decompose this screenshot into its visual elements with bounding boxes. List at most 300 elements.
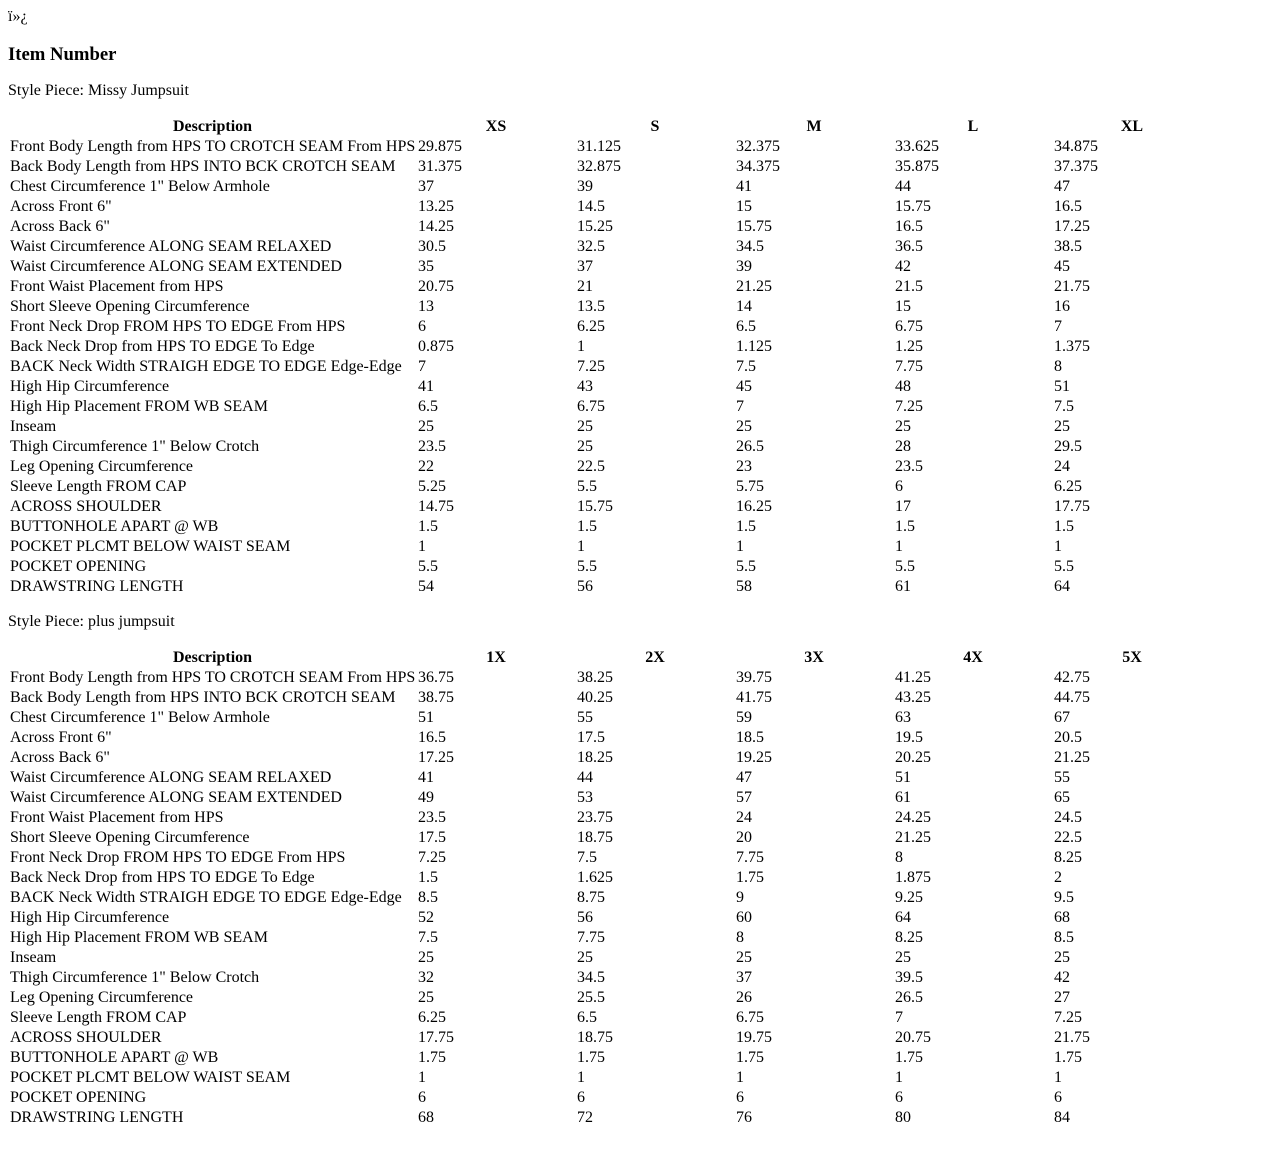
table-row [9, 888, 1211, 907]
measurement-description: Inseam [10, 417, 57, 435]
measurement-value: 1.75 [736, 868, 764, 886]
measurement-description: BUTTONHOLE APART @ WB [10, 517, 219, 535]
measurement-value: 17.75 [418, 1028, 454, 1046]
measurement-value: 24 [736, 808, 752, 826]
measurement-value: 26 [736, 988, 752, 1006]
measurement-value: 1.75 [895, 1048, 923, 1066]
measurement-value: 1 [577, 537, 585, 555]
measurement-value: 25 [895, 948, 911, 966]
table-row [9, 357, 1211, 376]
measurement-value: 28 [895, 437, 911, 455]
measurement-value: 1.5 [418, 868, 438, 886]
measurement-value: 20.25 [895, 748, 931, 766]
table-row [9, 197, 1211, 216]
measurement-value: 84 [1054, 1108, 1070, 1126]
measurement-value: 6.75 [736, 1008, 764, 1026]
table-row [9, 577, 1211, 596]
measurement-value: 42.75 [1054, 668, 1090, 686]
measurement-value: 60 [736, 908, 752, 926]
style-piece-title: Style Piece: Missy Jumpsuit [8, 82, 189, 99]
table-row [9, 417, 1211, 436]
measurement-value: 64 [1054, 577, 1070, 595]
measurement-value: 32.375 [736, 137, 780, 155]
measurement-value: 33.625 [895, 137, 939, 155]
measurement-value: 7 [736, 397, 744, 415]
measurement-value: 8 [736, 928, 744, 946]
page-title: Item Number [8, 44, 117, 65]
measurement-value: 8.5 [418, 888, 438, 906]
table-row [9, 337, 1211, 356]
measurement-value: 25 [736, 417, 752, 435]
measurement-value: 15.75 [895, 197, 931, 215]
measurement-value: 44 [895, 177, 911, 195]
column-header-size: XS [485, 117, 507, 135]
table-row [9, 477, 1211, 496]
measurement-description: Thigh Circumference 1" Below Crotch [10, 968, 260, 986]
measurement-value: 26.5 [895, 988, 923, 1006]
measurement-value: 21 [577, 277, 593, 295]
measurement-value: 24 [1054, 457, 1070, 475]
measurement-value: 7.25 [1054, 1008, 1082, 1026]
measurement-value: 22.5 [577, 457, 605, 475]
measurement-value: 6 [895, 477, 903, 495]
measurement-value: 1.75 [418, 1048, 446, 1066]
measurement-value: 6.75 [577, 397, 605, 415]
measurement-value: 56 [577, 908, 593, 926]
table-row [9, 948, 1211, 967]
measurement-description: Front Body Length from HPS TO CROTCH SEAM From HPS [10, 137, 416, 155]
measurement-value: 9.25 [895, 888, 923, 906]
measurement-value: 25 [1054, 417, 1070, 435]
table-header-row [9, 648, 1211, 667]
measurement-value: 40.25 [577, 688, 613, 706]
measurement-value: 25 [1054, 948, 1070, 966]
measurement-description: Leg Opening Circumference [10, 457, 194, 475]
measurement-value: 31.375 [418, 157, 462, 175]
measurement-value: 1 [1054, 1068, 1062, 1086]
measurement-value: 58 [736, 577, 752, 595]
measurement-value: 25 [418, 948, 434, 966]
measurement-description: Short Sleeve Opening Circumference [10, 297, 250, 315]
measurement-value: 18.25 [577, 748, 613, 766]
measurement-value: 17.5 [577, 728, 605, 746]
measurement-value: 6.25 [577, 317, 605, 335]
measurement-value: 54 [418, 577, 434, 595]
measurement-value: 19.25 [736, 748, 772, 766]
measurement-value: 45 [736, 377, 752, 395]
measurement-value: 17.25 [1054, 217, 1090, 235]
measurement-description: Front Neck Drop FROM HPS TO EDGE From HPS [10, 848, 346, 866]
measurement-value: 1.75 [736, 1048, 764, 1066]
measurement-value: 55 [577, 708, 593, 726]
measurement-value: 6 [736, 1088, 744, 1106]
measurement-description: Front Body Length from HPS TO CROTCH SEAM From HPS [10, 668, 416, 686]
measurement-value: 16 [1054, 297, 1070, 315]
measurement-value: 8.25 [895, 928, 923, 946]
measurement-description: POCKET PLCMT BELOW WAIST SEAM [10, 1068, 291, 1086]
measurement-value: 1 [418, 1068, 426, 1086]
measurement-value: 23.5 [418, 808, 446, 826]
measurement-value: 51 [1054, 377, 1070, 395]
measurement-value: 9 [736, 888, 744, 906]
table-row [9, 177, 1211, 196]
measurement-value: 16.5 [1054, 197, 1082, 215]
measurement-description: Front Neck Drop FROM HPS TO EDGE From HPS [10, 317, 346, 335]
measurement-value: 43 [577, 377, 593, 395]
style-pieces-container [8, 82, 1255, 1128]
measurement-value: 1.5 [895, 517, 915, 535]
measurement-value: 6.75 [895, 317, 923, 335]
measurement-description: Back Neck Drop from HPS TO EDGE To Edge [10, 868, 315, 886]
measurement-value: 19.75 [736, 1028, 772, 1046]
measurement-value: 52 [418, 908, 434, 926]
measurement-value: 29.875 [418, 137, 462, 155]
table-row [9, 928, 1211, 947]
measurement-value: 1.5 [736, 517, 756, 535]
measurement-value: 25 [577, 437, 593, 455]
measurement-description: High Hip Placement FROM WB SEAM [10, 928, 268, 946]
measurement-value: 72 [577, 1108, 593, 1126]
column-header-description: Description [172, 648, 253, 666]
table-row [9, 808, 1211, 827]
measurement-value: 7.75 [736, 848, 764, 866]
measurement-value: 15.75 [736, 217, 772, 235]
measurement-value: 47 [1054, 177, 1070, 195]
measurement-value: 25 [418, 417, 434, 435]
measurement-value: 24.25 [895, 808, 931, 826]
measurement-value: 64 [895, 908, 911, 926]
measurement-value: 25 [895, 417, 911, 435]
measurement-value: 55 [1054, 768, 1070, 786]
table-row [9, 1008, 1211, 1027]
table-row [9, 397, 1211, 416]
table-row [9, 728, 1211, 747]
measurement-value: 30.5 [418, 237, 446, 255]
table-row [9, 137, 1211, 156]
measurement-value: 1.75 [1054, 1048, 1082, 1066]
measurement-value: 67 [1054, 708, 1070, 726]
measurement-value: 38.25 [577, 668, 613, 686]
measurement-value: 6.5 [577, 1008, 597, 1026]
table-row [9, 1108, 1211, 1127]
measurement-value: 41 [418, 768, 434, 786]
measurement-description: High Hip Circumference [10, 908, 170, 926]
measurement-value: 38.5 [1054, 237, 1082, 255]
measurement-description: ACROSS SHOULDER [10, 1028, 162, 1046]
column-header-size: 1X [486, 648, 506, 666]
measurement-value: 21.75 [1054, 277, 1090, 295]
measurement-value: 5.75 [736, 477, 764, 495]
measurement-value: 25 [736, 948, 752, 966]
measurement-value: 26.5 [736, 437, 764, 455]
measurement-value: 47 [736, 768, 752, 786]
measurement-value: 23.75 [577, 808, 613, 826]
measurement-value: 6.5 [418, 397, 438, 415]
measurement-description: Sleeve Length FROM CAP [10, 477, 187, 495]
measurement-value: 1 [577, 1068, 585, 1086]
measurement-value: 9.5 [1054, 888, 1074, 906]
measurement-value: 1.125 [736, 337, 772, 355]
measurement-value: 16.5 [418, 728, 446, 746]
measurement-description: BUTTONHOLE APART @ WB [10, 1048, 219, 1066]
table-row [9, 1048, 1211, 1067]
measurement-value: 1.875 [895, 868, 931, 886]
measurement-value: 18.75 [577, 828, 613, 846]
column-header-size: 5X [1122, 648, 1142, 666]
measurement-value: 6.25 [418, 1008, 446, 1026]
measurement-value: 17.5 [418, 828, 446, 846]
measurement-value: 1 [1054, 537, 1062, 555]
measurement-value: 23.5 [895, 457, 923, 475]
measurement-value: 22.5 [1054, 828, 1082, 846]
measurement-value: 76 [736, 1108, 752, 1126]
measurement-value: 34.5 [577, 968, 605, 986]
measurement-value: 27 [1054, 988, 1070, 1006]
measurement-value: 1 [736, 1068, 744, 1086]
measurement-value: 14.5 [577, 197, 605, 215]
measurement-value: 37.375 [1054, 157, 1098, 175]
table-row [9, 437, 1211, 456]
measurement-value: 29.5 [1054, 437, 1082, 455]
measurement-description: Across Front 6" [10, 728, 112, 746]
measurement-value: 7.25 [418, 848, 446, 866]
measurement-value: 0.875 [418, 337, 454, 355]
measurement-value: 34.375 [736, 157, 780, 175]
measurement-value: 39.75 [736, 668, 772, 686]
measurement-value: 5.5 [577, 557, 597, 575]
measurement-value: 6 [577, 1088, 585, 1106]
table-row [9, 317, 1211, 336]
measurement-value: 6.25 [1054, 477, 1082, 495]
measurement-table [8, 116, 1212, 597]
measurement-value: 1 [736, 537, 744, 555]
measurement-value: 39.5 [895, 968, 923, 986]
measurement-value: 8.5 [1054, 928, 1074, 946]
measurement-value: 15 [895, 297, 911, 315]
measurement-value: 37 [736, 968, 752, 986]
measurement-value: 6.5 [736, 317, 756, 335]
measurement-value: 61 [895, 577, 911, 595]
measurement-value: 51 [895, 768, 911, 786]
measurement-value: 68 [418, 1108, 434, 1126]
measurement-description: Front Waist Placement from HPS [10, 808, 224, 826]
measurement-description: Sleeve Length FROM CAP [10, 1008, 187, 1026]
measurement-description: Waist Circumference ALONG SEAM RELAXED [10, 768, 332, 786]
table-row [9, 688, 1211, 707]
measurement-description: Back Body Length from HPS INTO BCK CROTCH SEAM [10, 157, 396, 175]
measurement-value: 43.25 [895, 688, 931, 706]
measurement-value: 32 [418, 968, 434, 986]
measurement-description: DRAWSTRING LENGTH [10, 1108, 184, 1126]
table-row [9, 708, 1211, 727]
measurement-value: 44.75 [1054, 688, 1090, 706]
measurement-value: 7.5 [418, 928, 438, 946]
measurement-value: 1 [895, 537, 903, 555]
table-row [9, 908, 1211, 927]
measurement-description: Front Waist Placement from HPS [10, 277, 224, 295]
measurement-description: Across Front 6" [10, 197, 112, 215]
table-header-row [9, 117, 1211, 136]
measurement-value: 41 [736, 177, 752, 195]
table-row [9, 848, 1211, 867]
measurement-description: Back Neck Drop from HPS TO EDGE To Edge [10, 337, 315, 355]
measurement-description: Across Back 6" [10, 217, 110, 235]
measurement-value: 1.625 [577, 868, 613, 886]
measurement-value: 41.25 [895, 668, 931, 686]
measurement-value: 7.75 [895, 357, 923, 375]
measurement-value: 20.75 [418, 277, 454, 295]
measurement-value: 41 [418, 377, 434, 395]
table-row [9, 277, 1211, 296]
measurement-value: 1.5 [1054, 517, 1074, 535]
measurement-description: POCKET OPENING [10, 557, 147, 575]
measurement-value: 14 [736, 297, 752, 315]
measurement-value: 51 [418, 708, 434, 726]
measurement-value: 13 [418, 297, 434, 315]
measurement-value: 7 [418, 357, 426, 375]
measurement-value: 44 [577, 768, 593, 786]
table-row [9, 768, 1211, 787]
measurement-value: 65 [1054, 788, 1070, 806]
column-header-size: XL [1120, 117, 1144, 135]
measurement-value: 24.5 [1054, 808, 1082, 826]
measurement-value: 18.75 [577, 1028, 613, 1046]
table-row [9, 1028, 1211, 1047]
column-header-size: S [650, 117, 660, 135]
measurement-value: 31.125 [577, 137, 621, 155]
table-row [9, 457, 1211, 476]
measurement-value: 18.5 [736, 728, 764, 746]
measurement-value: 7 [1054, 317, 1062, 335]
measurement-value: 35.875 [895, 157, 939, 175]
table-row [9, 217, 1211, 236]
measurement-value: 35 [418, 257, 434, 275]
measurement-value: 25.5 [577, 988, 605, 1006]
column-header-size: 3X [804, 648, 824, 666]
measurement-value: 6 [895, 1088, 903, 1106]
measurement-value: 39 [577, 177, 593, 195]
measurement-value: 14.75 [418, 497, 454, 515]
measurement-value: 19.5 [895, 728, 923, 746]
measurement-value: 13.5 [577, 297, 605, 315]
measurement-value: 61 [895, 788, 911, 806]
measurement-value: 8 [1054, 357, 1062, 375]
measurement-value: 20.5 [1054, 728, 1082, 746]
measurement-value: 34.875 [1054, 137, 1098, 155]
measurement-value: 7.75 [577, 928, 605, 946]
measurement-value: 37 [418, 177, 434, 195]
measurement-description: ACROSS SHOULDER [10, 497, 162, 515]
table-row [9, 828, 1211, 847]
measurement-table [8, 647, 1212, 1128]
measurement-value: 25 [577, 417, 593, 435]
measurement-description: Waist Circumference ALONG SEAM EXTENDED [10, 788, 342, 806]
table-row [9, 1088, 1211, 1107]
encoding-artifact-text: ï»¿ [8, 8, 28, 25]
measurement-value: 5.5 [577, 477, 597, 495]
table-row [9, 748, 1211, 767]
measurement-value: 48 [895, 377, 911, 395]
table-row [9, 377, 1211, 396]
measurement-value: 21.5 [895, 277, 923, 295]
column-header-size: M [806, 117, 822, 135]
table-row [9, 668, 1211, 687]
measurement-value: 63 [895, 708, 911, 726]
measurement-description: High Hip Placement FROM WB SEAM [10, 397, 268, 415]
column-header-size: L [967, 117, 979, 135]
measurement-value: 49 [418, 788, 434, 806]
measurement-value: 1.25 [895, 337, 923, 355]
measurement-value: 23.5 [418, 437, 446, 455]
measurement-value: 36.5 [895, 237, 923, 255]
measurement-value: 17.25 [418, 748, 454, 766]
measurement-value: 7.25 [577, 357, 605, 375]
measurement-value: 22 [418, 457, 434, 475]
measurement-value: 1.5 [418, 517, 438, 535]
measurement-value: 5.5 [1054, 557, 1074, 575]
table-row [9, 1068, 1211, 1087]
measurement-value: 5.25 [418, 477, 446, 495]
measurement-value: 2 [1054, 868, 1062, 886]
table-row [9, 988, 1211, 1007]
style-piece-title: Style Piece: plus jumpsuit [8, 613, 175, 630]
measurement-value: 17.75 [1054, 497, 1090, 515]
measurement-value: 56 [577, 577, 593, 595]
measurement-value: 15.75 [577, 497, 613, 515]
measurement-value: 20.75 [895, 1028, 931, 1046]
column-header-size: 2X [645, 648, 665, 666]
measurement-description: High Hip Circumference [10, 377, 170, 395]
measurement-value: 1.5 [577, 517, 597, 535]
measurement-value: 16.25 [736, 497, 772, 515]
measurement-value: 7.5 [577, 848, 597, 866]
measurement-description: POCKET PLCMT BELOW WAIST SEAM [10, 537, 291, 555]
measurement-value: 15 [736, 197, 752, 215]
table-row [9, 257, 1211, 276]
measurement-value: 8.75 [577, 888, 605, 906]
measurement-value: 5.5 [736, 557, 756, 575]
measurement-value: 38.75 [418, 688, 454, 706]
measurement-value: 45 [1054, 257, 1070, 275]
measurement-description: Waist Circumference ALONG SEAM EXTENDED [10, 257, 342, 275]
measurement-value: 59 [736, 708, 752, 726]
measurement-value: 21.75 [1054, 1028, 1090, 1046]
measurement-value: 16.5 [895, 217, 923, 235]
measurement-description: Back Body Length from HPS INTO BCK CROTCH SEAM [10, 688, 396, 706]
table-row [9, 868, 1211, 887]
measurement-value: 21.25 [1054, 748, 1090, 766]
measurement-value: 6 [1054, 1088, 1062, 1106]
measurement-value: 5.5 [418, 557, 438, 575]
measurement-value: 14.25 [418, 217, 454, 235]
measurement-value: 23 [736, 457, 752, 475]
measurement-description: Thigh Circumference 1" Below Crotch [10, 437, 260, 455]
measurement-value: 39 [736, 257, 752, 275]
measurement-value: 1 [895, 1068, 903, 1086]
measurement-value: 8.25 [1054, 848, 1082, 866]
table-row [9, 517, 1211, 536]
measurement-value: 53 [577, 788, 593, 806]
measurement-value: 42 [1054, 968, 1070, 986]
table-row [9, 537, 1211, 556]
table-row [9, 788, 1211, 807]
measurement-description: BACK Neck Width STRAIGH EDGE TO EDGE Edge-Edge [10, 357, 402, 375]
measurement-value: 20 [736, 828, 752, 846]
table-row [9, 968, 1211, 987]
measurement-description: Leg Opening Circumference [10, 988, 194, 1006]
measurement-value: 5.5 [895, 557, 915, 575]
column-header-description: Description [172, 117, 253, 135]
